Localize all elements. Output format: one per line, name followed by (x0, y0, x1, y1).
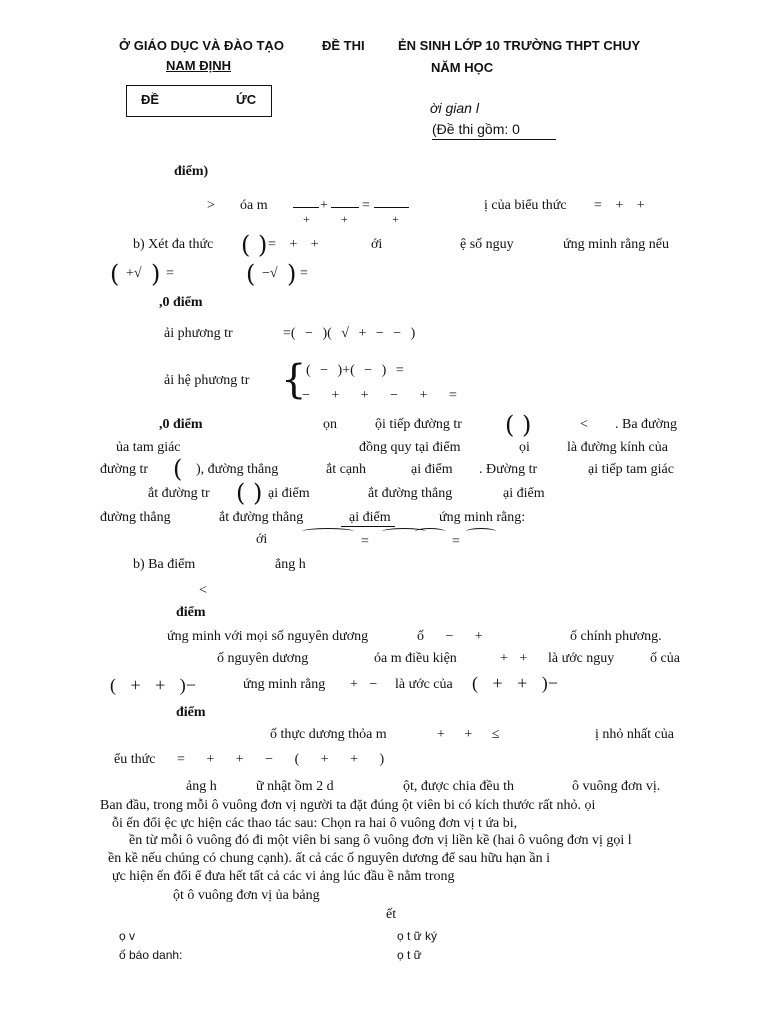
q3-l6b: = (361, 534, 369, 549)
q5-expr-label: ểu thức (114, 752, 156, 767)
official-box-left: ĐỀ (141, 92, 160, 107)
q3-l5b: ắt đường thẳng (219, 510, 304, 525)
q3-l5d: ứng minh rằng: (439, 510, 526, 525)
q4a-expr: ố − + (417, 629, 483, 644)
fraction-bar (374, 207, 409, 208)
arc-symbol (415, 528, 445, 535)
q3-l1a: ọn (323, 417, 337, 432)
province-name: NAM ĐỊNH (166, 58, 231, 73)
q3-l2d: là đường kính của (567, 440, 668, 455)
q1-plus: + (320, 198, 328, 213)
q6-l4: ền từ mỗi ô vuông đó đi một viên bi sang ô vuông đơn vị liền kề (hai ô vuông đơn vị gọi l (129, 833, 632, 848)
q5-text: ố thực dương thỏa m (270, 727, 387, 742)
q4b-div: là ước nguy (548, 651, 615, 666)
q1b-with: ới (371, 237, 383, 252)
q4b-expr1: ( + + )− (110, 675, 196, 695)
q4a-text: ứng minh với mọi số nguyên dương (167, 629, 369, 644)
q1-eq: = (362, 198, 370, 213)
q3b-text2: ẳng h (275, 557, 306, 572)
q5-expression: = + + − ( + + ) (177, 752, 385, 767)
q6-l6: ực hiện ến đổi ể đưa hết tất cả các vi ảng lúc đầu ề nằm trong (112, 869, 455, 884)
q1-points: điểm) (174, 164, 209, 179)
supervisor-1-signature: ọ t ữ ký (397, 929, 438, 943)
q3-l1d: . Ba đường (615, 417, 678, 432)
q3-l5a: đường thẳng (100, 510, 171, 525)
official-box-right: ỨC (236, 92, 257, 107)
q4b-cond: óa m điều kiện (374, 651, 457, 666)
q3-points: ,0 điểm (159, 417, 203, 432)
q1b-prove: ứng minh rằng nếu (563, 237, 669, 252)
system-brace: { (281, 357, 307, 403)
q3-l3e: . Đường tr (479, 462, 538, 477)
paren: ( (110, 260, 120, 288)
paren: ( (246, 260, 256, 288)
q3-l3d: ại điểm (411, 462, 453, 477)
paren: ) (287, 260, 297, 288)
q3-l3b: ), đường thẳng (196, 462, 279, 477)
q3-l3f: ại tiếp tam giác (588, 462, 674, 477)
candidate-name-label: ọ v (119, 929, 136, 943)
fraction-bar (331, 207, 359, 208)
exam-year-label: NĂM HỌC (431, 60, 494, 75)
candidate-id-label: ố báo danh: (119, 948, 183, 962)
q2a-equation: =( − )( √ + − − ) (283, 326, 416, 341)
q3-l2c: ọi (519, 440, 530, 455)
q3-l2b: đồng quy tại điểm (359, 440, 461, 455)
q6-l5: ền kề nếu chúng có chung cạnh). ất cả các ố nguyên dương để sau hữu hạn ần i (108, 851, 551, 866)
q1b-p2-eq: = (300, 266, 308, 281)
q3-l1c: < (580, 417, 588, 432)
q5-points: điểm (176, 705, 206, 720)
q6-l1c: ột, được chia đều th (403, 779, 515, 794)
fraction-denominator: + (341, 212, 348, 226)
q5-min: ị nhỏ nhất của (595, 727, 674, 742)
q3-l4c: ắt đường thẳng (368, 486, 453, 501)
arc-symbol (302, 528, 354, 535)
q1-gt: > (207, 198, 215, 213)
underline (341, 526, 395, 527)
paren: ( (173, 455, 183, 483)
q1b-p1: +√ (126, 266, 142, 281)
q2-points: ,0 điểm (159, 295, 203, 310)
q1-expression-label: ị của biểu thức (484, 198, 567, 213)
q3-l3c: ắt cạnh (326, 462, 367, 477)
q6-l1b: ữ nhật ồm 2 d (256, 779, 334, 794)
q3b-lt: < (199, 583, 207, 598)
exam-title-2: ẺN SINH LỚP 10 TRƯỜNG THPT CHUY (398, 38, 641, 53)
paren: ( ) (505, 411, 532, 439)
q3-l3a: đường tr (100, 462, 149, 477)
q1b-p2: −√ (262, 266, 278, 281)
q3-l5c: ại điểm (349, 510, 391, 525)
q4b-div2: là ước của (395, 677, 453, 692)
q1b-coef: ệ số nguy (460, 237, 514, 252)
q3-l4b: ại điểm (268, 486, 310, 501)
q1-expression: = + + (594, 198, 645, 213)
exam-title: ĐỀ THI (322, 38, 365, 53)
q3-l6c: = (452, 534, 460, 549)
q2b-text: ải hệ phương tr (164, 373, 250, 388)
q2a-text: ải phương tr (164, 326, 233, 341)
q6-l7: ột ô vuông đơn vị ủa bảng (173, 888, 320, 903)
q6-l1a: ảng h (186, 779, 217, 794)
q3-l1b: ội tiếp đường tr (375, 417, 462, 432)
fraction-denominator: + (303, 212, 310, 226)
q6-l2: Ban đầu, trong mỗi ô vuông đơn vị người ta đặt đúng ột viên bi có kích thước rất nhỏ. ọi (100, 798, 596, 813)
paren: ( ) (241, 231, 268, 259)
q4b-of: ố của (650, 651, 680, 666)
fraction-denominator: + (392, 212, 399, 226)
q1b-text: b) Xét đa thức (133, 237, 214, 252)
fraction-bar (293, 207, 319, 208)
q4-points: điểm (176, 605, 206, 620)
q3-l6a: ới (256, 532, 268, 547)
q3b-text: b) Ba điểm (133, 557, 196, 572)
q4a-end: ố chính phương. (570, 629, 662, 644)
q4b-text: ố nguyên dương (217, 651, 309, 666)
q1b-eq: = + + (268, 237, 319, 252)
q3-l2a: ủa tam giác (116, 440, 181, 455)
paren: ) (151, 260, 161, 288)
q4b-expr3: ( + + )− (472, 673, 558, 693)
q1b-p1-eq: = (166, 266, 174, 281)
header-rule (432, 139, 556, 140)
time-label: ời gian l (430, 100, 479, 116)
q2b-line1: ( − )+( − ) = (306, 363, 404, 378)
q6-l1d: ô vuông đơn vị. (572, 779, 661, 794)
arc-symbol (466, 528, 496, 535)
paren: ( ) (236, 479, 263, 507)
pages-label: (Đề thi gồm: 0 (432, 121, 520, 137)
q1-condition: óa m (240, 198, 268, 213)
q4b-prove: ứng minh rằng (243, 677, 326, 692)
q3-l4a: ắt đường tr (148, 486, 210, 501)
q6-l3: ỗi ến đổi ệc ực hiện các thao tác sau: Chọn ra hai ô vuông đơn vị t ứa bi, (112, 816, 518, 831)
end-marker: ết (386, 907, 397, 922)
q2b-line2: − + + − + = (302, 388, 457, 403)
q4b-expr2: + − (350, 677, 378, 692)
supervisor-2-signature: ọ t ữ (397, 948, 422, 962)
q4b-cond-expr: + + (500, 651, 528, 666)
department-line: Ở GIÁO DỤC VÀ ĐÀO TẠO (119, 38, 284, 53)
q3-l4d: ại điểm (503, 486, 545, 501)
q5-condition: + + ≤ (437, 727, 500, 742)
